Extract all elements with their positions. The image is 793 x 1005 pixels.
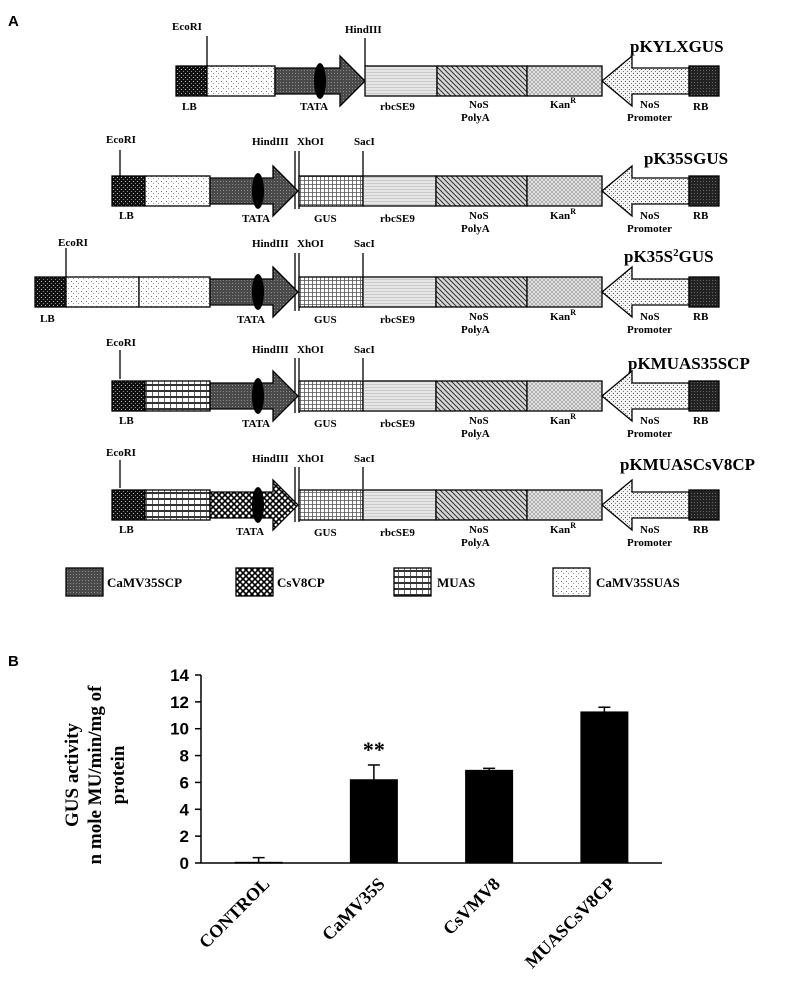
tata-box — [252, 173, 264, 209]
tata-box — [314, 63, 326, 99]
legend-label-csv8cp: CsV8CP — [277, 575, 325, 590]
rbcse9-label: rbcSE9 — [380, 418, 415, 430]
x-category-label: CONTROL — [194, 873, 274, 953]
camv35suas-block-1 — [66, 277, 139, 307]
saci-label: SacI — [354, 344, 375, 356]
polya-label: PolyA — [461, 223, 490, 235]
construct-name: pK35SGUS — [644, 149, 729, 168]
bar-chart — [62, 666, 662, 972]
legend-swatch-muas — [394, 568, 431, 596]
kan-label: Kan$^R$ — [550, 412, 576, 427]
rbcse9-block — [363, 490, 436, 520]
tata-label: TATA — [237, 314, 266, 326]
rb-block — [689, 490, 719, 520]
gus-block — [299, 176, 363, 206]
xhoi-label: XhOI — [297, 344, 324, 356]
tata-label: TATA — [242, 213, 271, 225]
legend-swatch-csv8cp — [236, 568, 273, 596]
xhoi-label: XhOI — [297, 238, 324, 250]
rbcse9-block — [363, 176, 436, 206]
lb-label: LB — [119, 415, 134, 427]
bar — [466, 770, 513, 863]
xhoi-label: XhOI — [297, 136, 324, 148]
nos-promoter-label-2: Promoter — [627, 223, 672, 235]
y-tick-label: 8 — [179, 746, 189, 766]
lb-block — [176, 66, 207, 96]
lb-label: LB — [119, 524, 134, 536]
rbcse9-label: rbcSE9 — [380, 213, 415, 225]
bars — [235, 707, 628, 863]
x-category-labels — [195, 874, 619, 972]
nos-polya-block — [436, 490, 527, 520]
saci-label: SacI — [354, 453, 375, 465]
significance-marker: ** — [362, 736, 385, 762]
rb-block — [689, 66, 719, 96]
hindiii-label: HindIII — [252, 344, 289, 356]
hindiii-label: HindIII — [252, 453, 289, 465]
tata-label: TATA — [236, 526, 265, 538]
lb-label: LB — [119, 210, 134, 222]
saci-label: SacI — [354, 238, 375, 250]
nos-promoter-label-2: Promoter — [627, 112, 672, 124]
polya-label: PolyA — [461, 112, 490, 124]
nos-polya-block — [437, 66, 527, 96]
y-tick-label: 6 — [179, 773, 189, 793]
tata-box — [252, 378, 264, 414]
nos-promoter-label-1: NoS — [640, 311, 660, 323]
gus-block — [299, 277, 363, 307]
camv35suas-block — [207, 66, 275, 96]
y-tick-label: 10 — [170, 719, 189, 739]
kanr-block — [527, 66, 602, 96]
y-axis-label-line-2: n mole MU/min/mg of — [85, 685, 106, 865]
legend-label-muas: MUAS — [437, 575, 476, 590]
bar — [235, 862, 282, 863]
polya-label: PolyA — [461, 324, 490, 336]
gus-label: GUS — [314, 527, 337, 539]
camv35suas-block — [145, 176, 210, 206]
gus-label: GUS — [314, 213, 337, 225]
construct-pkmuascsv8cp — [106, 447, 755, 549]
nos-polya-block — [436, 277, 527, 307]
nos-promoter-label-1: NoS — [640, 210, 660, 222]
hindiii-label: HindIII — [252, 238, 289, 250]
bar — [581, 712, 628, 863]
rbcse9-label: rbcSE9 — [380, 527, 415, 539]
nos-promoter-arrow — [602, 371, 689, 421]
rbcse9-block — [363, 381, 436, 411]
ecori-label: EcoRI — [106, 447, 136, 459]
y-tick-label: 4 — [179, 800, 189, 820]
nos-promoter-label-2: Promoter — [627, 537, 672, 549]
rbcse9-label: rbcSE9 — [380, 314, 415, 326]
legend-swatch-camv35scp — [66, 568, 103, 596]
gus-block — [299, 381, 363, 411]
polya-label: PolyA — [461, 428, 490, 440]
lb-label: LB — [182, 101, 197, 113]
x-category-label: MUASCsV8CP — [520, 873, 620, 972]
gus-label: GUS — [314, 314, 337, 326]
saci-label: SacI — [354, 136, 375, 148]
y-ticks — [170, 666, 201, 873]
kanr-block — [527, 381, 602, 411]
y-axis-label-line-1: GUS activity — [62, 723, 83, 827]
ecori-label: EcoRI — [106, 134, 136, 146]
y-tick-label: 2 — [179, 827, 189, 847]
lb-block — [112, 176, 145, 206]
x-category-label: CsVMV8 — [438, 873, 504, 939]
construct-name: $pK35S^2GUS$ — [624, 247, 714, 266]
legend — [66, 568, 680, 596]
gus-block — [299, 490, 363, 520]
construct-pkmuas35scp — [106, 337, 750, 440]
x-category-label: CaMV35S — [317, 873, 389, 945]
rb-label: RB — [693, 311, 709, 323]
kanr-block — [527, 277, 602, 307]
construct-pk35sgus — [106, 134, 728, 235]
lb-label: LB — [40, 313, 55, 325]
rbcse9-label: rbcSE9 — [380, 101, 415, 113]
panel-b-label: B — [8, 653, 19, 670]
kan-label: Kan$^R$ — [550, 96, 576, 111]
xhoi-label: XhOI — [297, 453, 324, 465]
tata-label: TATA — [242, 418, 271, 430]
hindiii-label: HindIII — [252, 136, 289, 148]
camv35suas-block-2 — [139, 277, 210, 307]
legend-label-camv35suas: CaMV35SUAS — [596, 575, 680, 590]
nos-promoter-label-2: Promoter — [627, 428, 672, 440]
rb-block — [689, 176, 719, 206]
lb-block — [112, 490, 145, 520]
nos-promoter-label-1: NoS — [640, 99, 660, 111]
nos-label: NoS — [469, 210, 489, 222]
rb-label: RB — [693, 524, 709, 536]
nos-promoter-arrow — [602, 480, 689, 530]
muas-block — [145, 490, 210, 520]
bar — [350, 780, 397, 863]
nos-promoter-arrow — [602, 267, 689, 317]
nos-promoter-label-1: NoS — [640, 415, 660, 427]
legend-label-camv35scp: CaMV35SCP — [107, 575, 183, 590]
nos-promoter-label-2: Promoter — [627, 324, 672, 336]
construct-pk35s2gus — [35, 237, 719, 336]
polya-label: PolyA — [461, 537, 490, 549]
muas-block — [145, 381, 210, 411]
rbcse9-block — [365, 66, 437, 96]
nos-label: NoS — [469, 311, 489, 323]
construct-pkylxgus — [172, 21, 724, 124]
lb-block — [35, 277, 66, 307]
nos-label: NoS — [469, 99, 489, 111]
lb-block — [112, 381, 145, 411]
tata-label: TATA — [300, 101, 329, 113]
rb-label: RB — [693, 415, 709, 427]
kanr-block — [527, 176, 602, 206]
rb-label: RB — [693, 101, 709, 113]
kan-label: Kan$^R$ — [550, 207, 576, 222]
hindiii-label: HindIII — [345, 24, 382, 36]
y-tick-label: 0 — [179, 854, 189, 873]
y-tick-label: 14 — [170, 666, 189, 685]
y-axis-label — [62, 685, 129, 865]
construct-name: pKMUASCsV8CP — [620, 455, 756, 474]
kanr-block — [527, 490, 602, 520]
construct-name: pKMUAS35SCP — [628, 354, 750, 373]
nos-label: NoS — [469, 524, 489, 536]
kan-label: Kan$^R$ — [550, 521, 576, 536]
ecori-label: EcoRI — [106, 337, 136, 349]
rb-block — [689, 381, 719, 411]
y-axis-label-line-3: protein — [108, 745, 129, 805]
tata-box — [252, 274, 264, 310]
ecori-label: EcoRI — [172, 21, 202, 33]
rbcse9-block — [363, 277, 436, 307]
legend-swatch-camv35suas — [553, 568, 590, 596]
nos-label: NoS — [469, 415, 489, 427]
panel-a-label: A — [8, 13, 19, 30]
rb-block — [689, 277, 719, 307]
nos-polya-block — [436, 381, 527, 411]
y-tick-label: 12 — [170, 692, 189, 712]
nos-polya-block — [436, 176, 527, 206]
ecori-label: EcoRI — [58, 237, 88, 249]
nos-promoter-arrow — [602, 166, 689, 216]
gus-label: GUS — [314, 418, 337, 430]
nos-promoter-label-1: NoS — [640, 524, 660, 536]
tata-box — [252, 487, 264, 523]
rb-label: RB — [693, 210, 709, 222]
construct-name: pKYLXGUS — [630, 37, 724, 56]
kan-label: Kan$^R$ — [550, 308, 576, 323]
